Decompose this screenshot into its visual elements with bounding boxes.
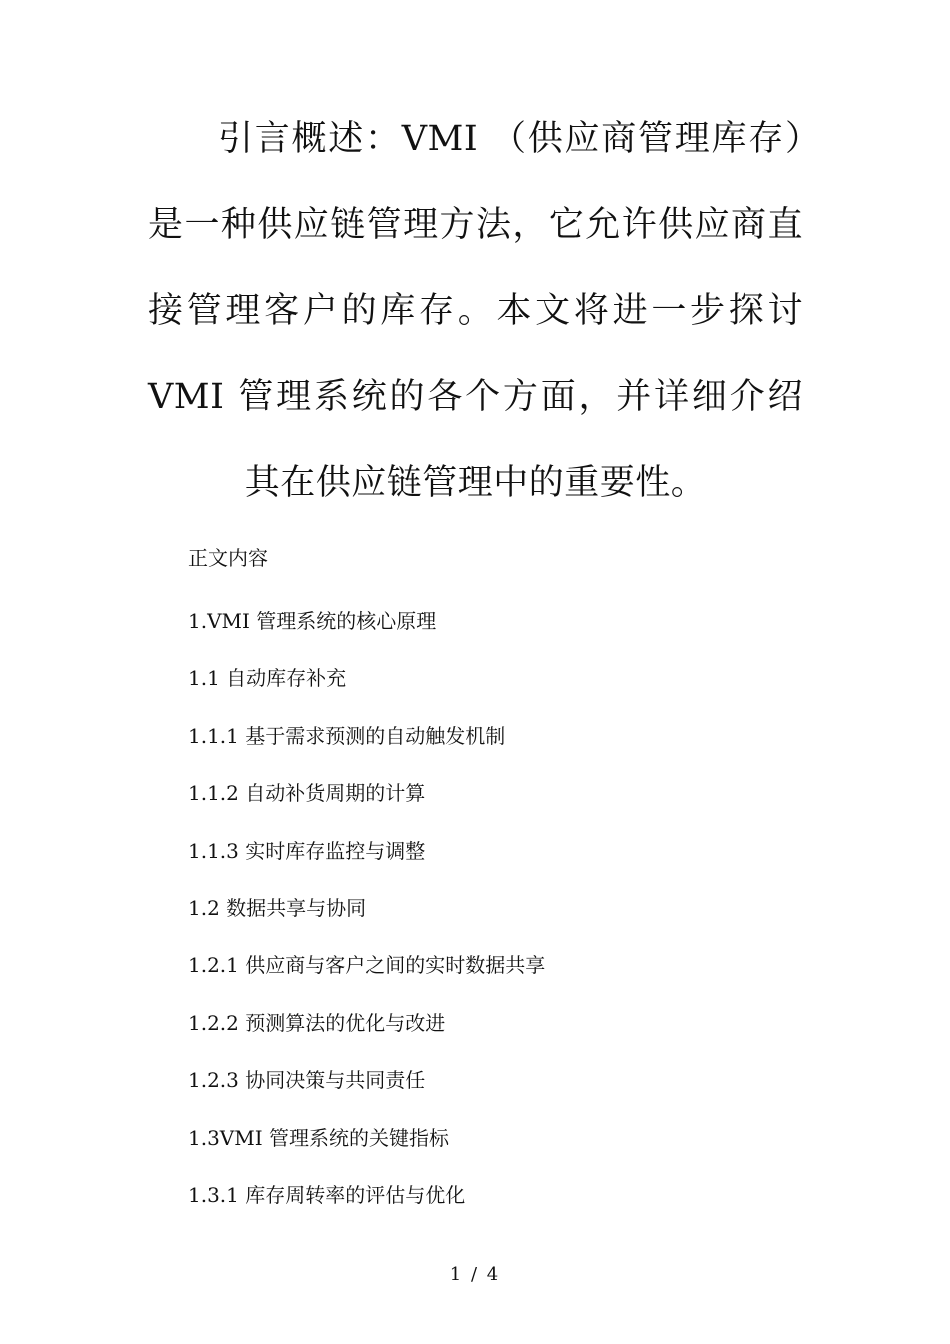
outline-item: 1.1 自动库存补充	[188, 666, 347, 691]
page-number: 1 / 4	[449, 1264, 501, 1285]
outline-item: 1.1.1 基于需求预测的自动触发机制	[188, 723, 506, 748]
outline-item: 1.1.2 自动补货周期的计算	[188, 781, 426, 806]
outline-item: 1.2.1 供应商与客户之间的实时数据共享	[188, 953, 546, 978]
outline-item: 1.3.1 库存周转率的评估与优化	[188, 1182, 466, 1207]
outline-item: 1.1.3 实时库存监控与调整	[188, 838, 426, 863]
outline-item: 1.2.3 协同决策与共同责任	[188, 1068, 426, 1093]
outline-item: 1.VMI 管理系统的核心原理	[188, 609, 437, 633]
outline-item: 1.3VMI 管理系统的关键指标	[188, 1125, 449, 1150]
body-heading: 正文内容	[188, 546, 268, 570]
outline-list	[188, 538, 545, 1232]
intro-paragraph: 引言概述：VMI （供应商管理库存）是一种供应链管理方法，它允许供应商直接管理客户的库存。本文将进一步探讨VMI 管理系统的各个方面，并详细介绍其在供应链管理中的重要性。	[148, 119, 803, 503]
outline-item: 1.2.2 预测算法的优化与改进	[188, 1010, 446, 1035]
outline-item: 1.2 数据共享与协同	[188, 895, 367, 920]
